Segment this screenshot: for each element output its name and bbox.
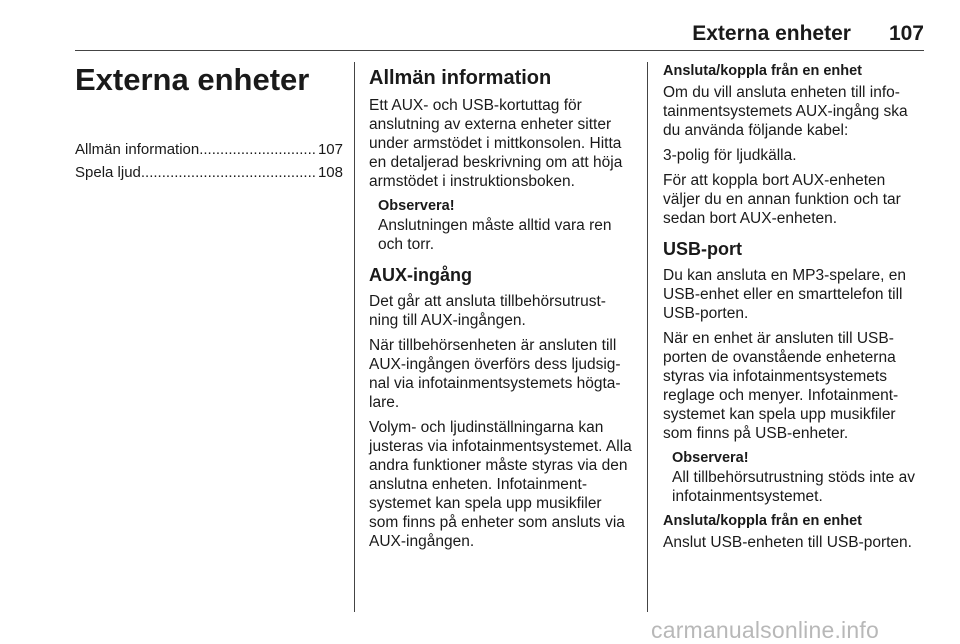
content-column-2 — [369, 62, 635, 557]
note-box — [672, 449, 925, 506]
note-label: Observera! — [672, 450, 749, 466]
paragraph: Om du vill ansluta enheten till info-tainmentsystemets AUX-ingång ska du använda följande kabel: — [663, 84, 908, 139]
paragraph: För att koppla bort AUX-enheten väljer du en annan funktion och tar sedan bort AUX-enheten. — [663, 172, 901, 227]
section-heading-aux: AUX-ingång — [369, 265, 472, 285]
toc-column — [75, 62, 343, 184]
header-rule — [75, 50, 924, 51]
note-label: Observera! — [378, 198, 455, 214]
header-page-number: 107 — [888, 22, 924, 45]
watermark: carmanualsonline.info — [651, 617, 879, 643]
toc-entry-page: 107 — [317, 141, 343, 158]
note-text: Anslutningen måste alltid vara ren och torr. — [378, 217, 612, 253]
toc-leader-dots — [199, 138, 316, 161]
paragraph: Ett AUX- och USB-kortuttag för anslutning av externa enheter sitter under armstödet i mittkonsolen. Hitta en detaljerad beskrivning om att höja armstödet i instruktionsboken. — [369, 97, 623, 190]
content-column-3 — [663, 62, 925, 558]
chapter-title: Externa enheter — [75, 62, 310, 97]
column-divider — [354, 62, 355, 612]
paragraph: När en enhet är ansluten till USB-porten de ovanstående enheterna styras via infotainmentsystemets reglage och menyer. Infotainment-systemet kan spela upp musikfiler som finns på USB-enheter. — [663, 330, 899, 442]
toc-entry-play-audio[interactable] — [75, 161, 343, 184]
note-text: All tillbehörsutrustning stöds inte av infotainmentsystemet. — [672, 469, 915, 505]
paragraph: Anslut USB-enheten till USB-porten. — [663, 534, 912, 551]
column-divider — [647, 62, 648, 612]
paragraph: Du kan ansluta en MP3-spelare, en USB-enhet eller en smarttelefon till USB-porten. — [663, 267, 906, 322]
paragraph: Det går att ansluta tillbehörsutrust-ning till AUX-ingången. — [369, 293, 606, 329]
paragraph: Volym- och ljudinställningarna kan justeras via infotainmentsystemet. Alla andra funktioner måste styras via den anslutna enheten. Infotainment-systemet kan spela upp musikfiler som finns på enheter som ansluts via AUX-ingången. — [369, 419, 632, 550]
toc-entry-label: Spela ljud — [75, 164, 141, 181]
toc-entry-label: Allmän information — [75, 141, 200, 158]
note-box — [378, 197, 635, 254]
subheading-usb-connect: Ansluta/koppla från en enhet — [663, 513, 862, 529]
section-heading-general: Allmän information — [369, 67, 552, 89]
toc-entry-general[interactable] — [75, 138, 343, 161]
toc-leader-dots — [141, 161, 316, 184]
paragraph: När tillbehörsenheten är ansluten till AUX-ingången överförs dess ljudsig-nal via infotainmentsystemets högta-lare. — [369, 337, 621, 411]
toc-entry-page: 108 — [317, 164, 343, 181]
paragraph: 3-polig för ljudkälla. — [663, 147, 797, 164]
section-heading-usb: USB-port — [663, 239, 742, 259]
subheading-connect: Ansluta/koppla från en enhet — [663, 63, 862, 79]
page-header — [0, 22, 924, 50]
header-title: Externa enheter — [692, 22, 851, 45]
